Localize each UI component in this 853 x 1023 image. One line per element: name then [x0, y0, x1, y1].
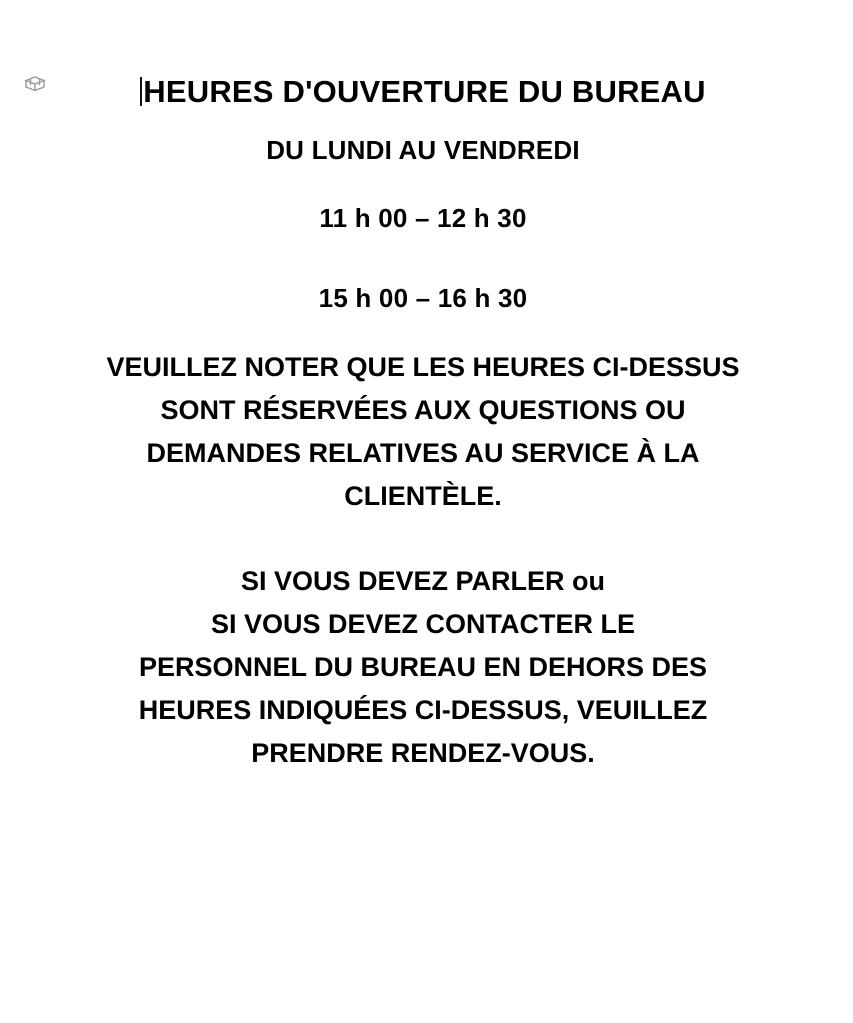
appointment-paragraph [78, 560, 768, 775]
appointment-line-4: HEURES INDIQUÉES CI-DESSUS, VEUILLEZ [138, 695, 708, 725]
document-text-body [78, 70, 768, 775]
notice-line-4: CLIENTÈLE. [344, 481, 502, 511]
page-title [78, 70, 768, 114]
page-title-text: HEURES D'OUVERTURE DU BUREAU [143, 74, 706, 109]
text-cursor [140, 77, 142, 106]
notice-line-3: DEMANDES RELATIVES AU SERVICE À LA [146, 438, 700, 468]
notice-line-1: VEUILLEZ NOTER QUE LES HEURES CI-DESSUS [106, 352, 740, 382]
appointment-line-2: SI VOUS DEVEZ CONTACTER LE [210, 609, 636, 639]
appointment-line-1: SI VOUS DEVEZ PARLER ou [240, 566, 606, 596]
notice-paragraph [78, 346, 768, 518]
days-subtitle: DU LUNDI AU VENDREDI [266, 135, 580, 165]
paragraph-mark-icon [22, 72, 48, 98]
hours-afternoon: 15 h 00 – 16 h 30 [318, 283, 528, 313]
paragraph-spacer [78, 518, 768, 560]
appointment-line-5: PRENDRE RENDEZ-VOUS. [251, 738, 595, 768]
notice-line-2: SONT RÉSERVÉES AUX QUESTIONS OU [160, 395, 686, 425]
hours-morning: 11 h 00 – 12 h 30 [319, 203, 527, 233]
appointment-line-3: PERSONNEL DU BUREAU EN DEHORS DES [138, 652, 708, 682]
